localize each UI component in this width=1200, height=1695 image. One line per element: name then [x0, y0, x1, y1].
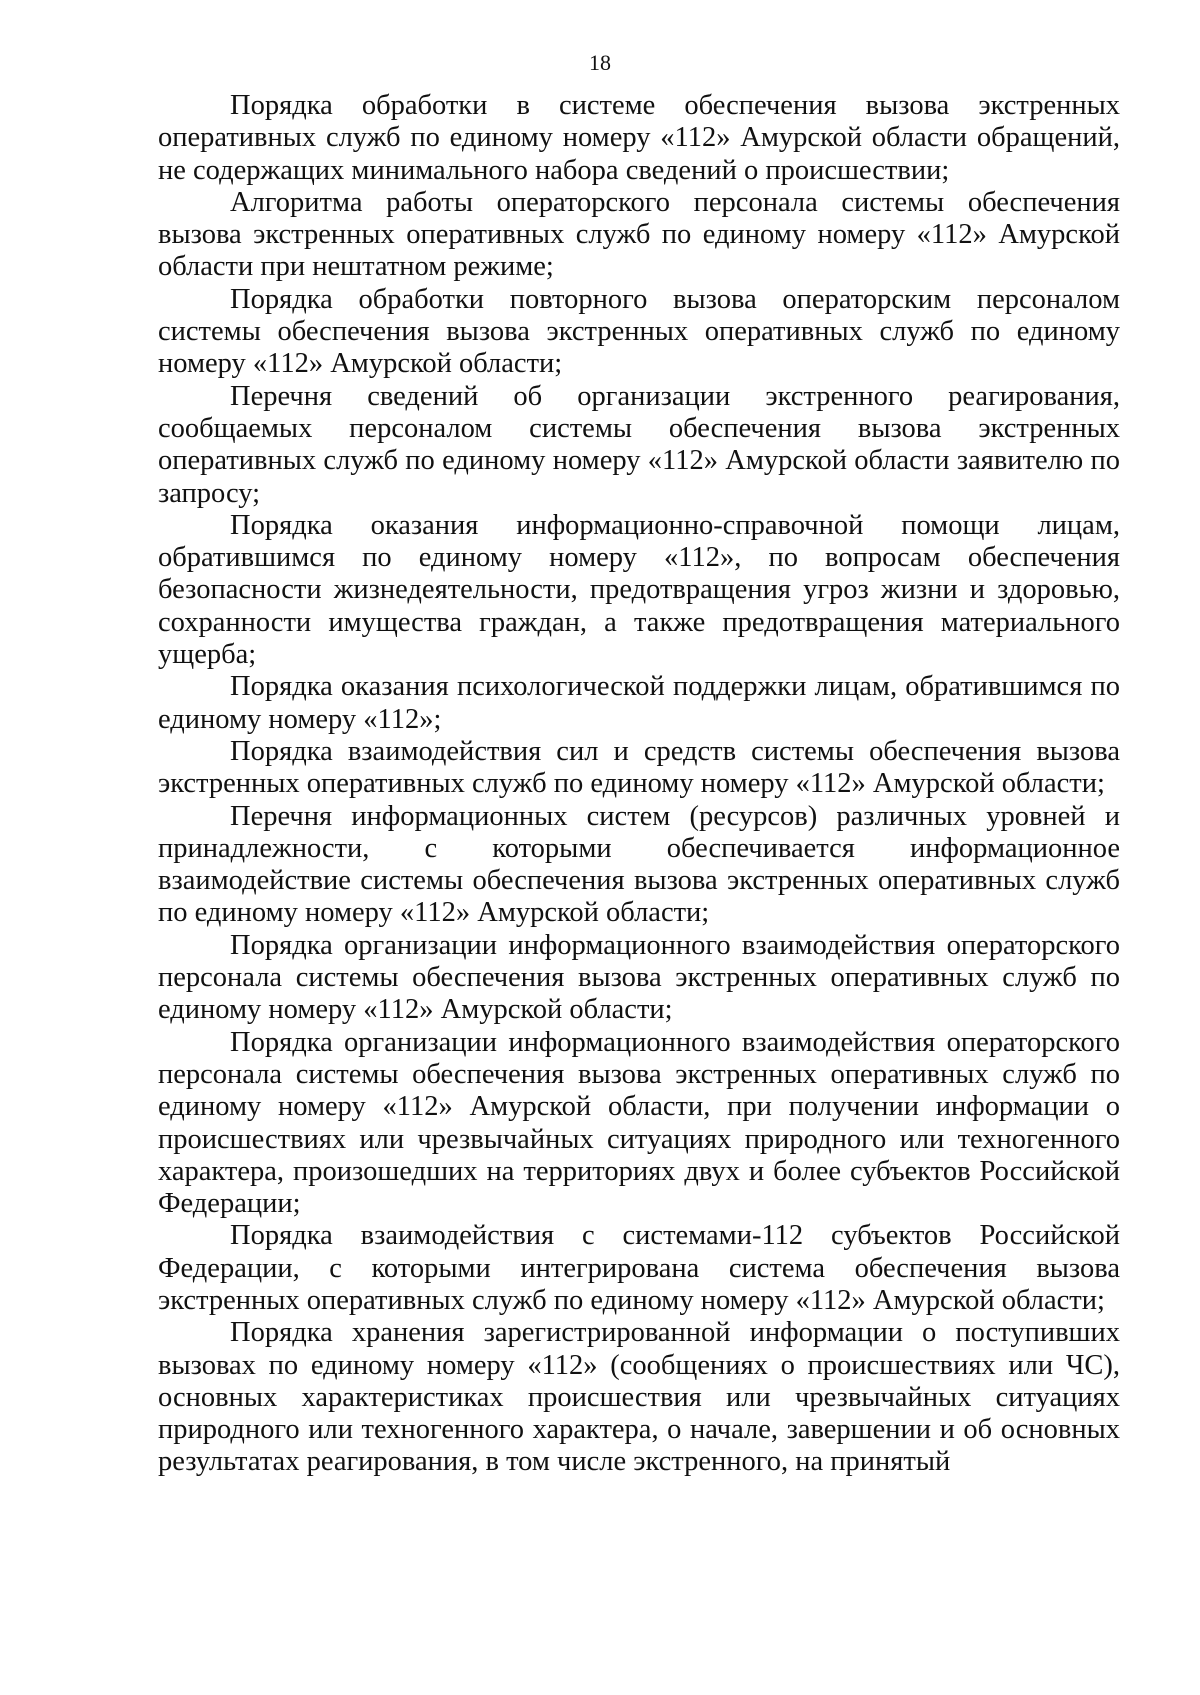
page-number: 18 [589, 50, 611, 75]
paragraph-call-processing-no-minimal-info: Порядка обработки в системе обеспечения вызова экстренных оперативных служб по единому номеру «112» Амурской области обращений, не содержащих минимального набора сведений о происшествии; [158, 90, 1120, 186]
paragraph-call-information-storage: Порядка хранения зарегистрированной информации о поступивших вызовах по единому номеру «112» (сообщениях о происшествиях или ЧС), основных характеристиках происшествия или чрезвычайных ситуациях природного или техногенного характера, о начале, завершении и об основных результатах реагирования, в том числе экстренного, на принятый [158, 1317, 1120, 1478]
paragraph-psychological-support: Порядка оказания психологической поддержки лицам, обратившимся по единому номеру «112»; [158, 671, 1120, 735]
paragraph-system-112-interaction: Порядка взаимодействия с системами-112 субъектов Российской Федерации, с которыми интегрирована система обеспечения вызова экстренных оперативных служб по единому номеру «112» Амурской области; [158, 1220, 1120, 1316]
paragraph-operator-algorithm-emergency-mode: Алгоритма работы операторского персонала системы обеспечения вызова экстренных оперативных служб по единому номеру «112» Амурской области при нештатном режиме; [158, 186, 1120, 283]
paragraph-repeat-call-processing: Порядка обработки повторного вызова операторским персоналом системы обеспечения вызова экстренных оперативных служб по единому номеру «112» Амурской области; [158, 283, 1120, 380]
paragraph-information-systems-list: Перечня информационных систем (ресурсов) различных уровней и принадлежности, с которыми обеспечивается информационное взаимодействие системы обеспечения вызова экстренных оперативных служб по единому номеру «112» Амурской области; [158, 800, 1120, 929]
paragraph-operator-information-interaction: Порядка организации информационного взаимодействия операторского персонала системы обеспечения вызова экстренных оперативных служб по единому номеру «112» Амурской области; [158, 929, 1120, 1026]
paragraph-reference-assistance: Порядка оказания информационно-справочной помощи лицам, обратившимся по единому номеру «112», по вопросам обеспечения безопасности жизнедеятельности, предотвращения угроз жизни и здоровью, сохранности имущества граждан, а также предотвращения материального ущерба; [158, 509, 1120, 671]
document-body [158, 90, 1120, 1479]
paragraph-forces-interaction: Порядка взаимодействия сил и средств системы обеспечения вызова экстренных оперативных служб по единому номеру «112» Амурской области; [158, 735, 1120, 800]
paragraph-response-info-list: Перечня сведений об организации экстренного реагирования, сообщаемых персоналом системы обеспечения вызова экстренных оперативных служб по единому номеру «112» Амурской области заявителю по запросу; [158, 380, 1120, 509]
paragraph-interregional-interaction: Порядка организации информационного взаимодействия операторского персонала системы обеспечения вызова экстренных оперативных служб по единому номеру «112» Амурской области, при получении информации о происшествиях или чрезвычайных ситуациях природного или техногенного характера, произошедших на территориях двух и более субъектов Российской Федерации; [158, 1026, 1120, 1220]
